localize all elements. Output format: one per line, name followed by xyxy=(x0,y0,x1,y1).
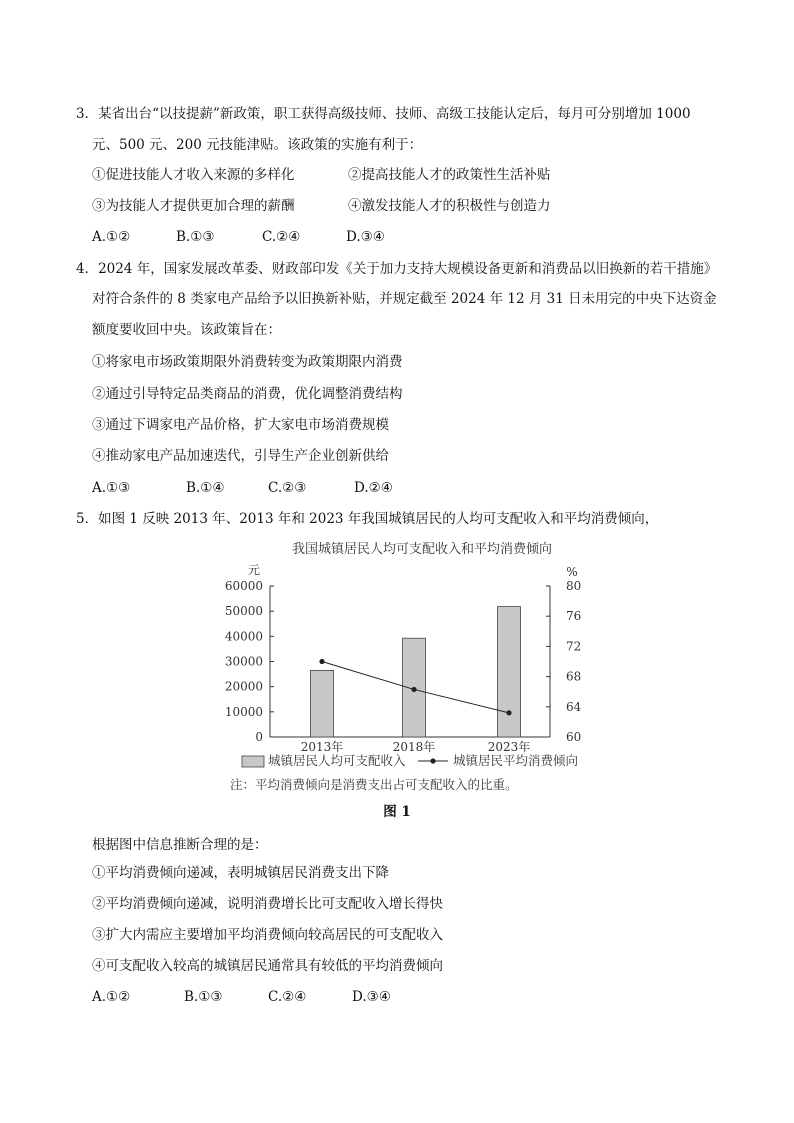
q4-option-d: D.②④ xyxy=(354,480,393,496)
right-tick-label: 76 xyxy=(566,609,582,624)
income-consumption-chart xyxy=(200,536,620,806)
chart-note: 注：平均消费倾向是消费支出占可支配收入的比重。 xyxy=(230,777,518,792)
right-tick-label: 68 xyxy=(566,669,582,684)
q3-statement-1: ①促进技能人才收入来源的多样化 xyxy=(92,167,295,183)
q4-statement-1: ①将家电市场政策期限外消费转变为政策期限内消费 xyxy=(92,354,403,370)
q5-option-b: B.①③ xyxy=(184,989,223,1005)
right-tick-label: 60 xyxy=(566,730,582,744)
q3-stem-line-2: 元、500 元、200 元技能津贴。该政策的实施有利于： xyxy=(92,137,423,153)
legend-line-marker xyxy=(430,758,435,763)
x-tick-label: 2018年 xyxy=(392,740,436,754)
left-tick-label: 10000 xyxy=(224,704,263,719)
q5-stem: 5．如图 1 反映 2013 年、2013 年和 2023 年我国城镇居民的人均可支配收入和平均消费倾向， xyxy=(76,511,659,527)
left-tick-label: 30000 xyxy=(224,654,263,669)
q3-option-d: D.③④ xyxy=(346,229,385,245)
right-axis-unit: % xyxy=(566,565,578,579)
figure-caption: 图 1 xyxy=(383,804,411,820)
q3-option-c: C.②④ xyxy=(262,229,301,245)
q3-statement-3: ③为技能人才提供更加合理的薪酬 xyxy=(92,198,295,214)
q5-prompt: 根据图中信息推断合理的是： xyxy=(92,837,268,853)
x-tick-label: 2023年 xyxy=(487,740,531,754)
left-axis-unit: 元 xyxy=(247,563,261,577)
q4-stem-line-2: 对符合条件的 8 类家电产品给予以旧换新补贴，并规定截至 2024 年 12 月 31 日未用完的中央下达资金 xyxy=(92,291,717,307)
left-tick-label: 50000 xyxy=(224,604,263,619)
q4-option-b: B.①④ xyxy=(186,480,225,496)
right-tick-label: 80 xyxy=(566,579,582,593)
q4-statement-3: ③通过下调家电产品价格，扩大家电市场消费规模 xyxy=(92,417,389,433)
q3-option-b: B.①③ xyxy=(176,229,215,245)
left-tick-label: 40000 xyxy=(224,629,263,644)
q5-statement-1: ①平均消费倾向递减，表明城镇居民消费支出下降 xyxy=(92,865,389,881)
left-tick-label: 20000 xyxy=(224,679,263,694)
q5-option-a: A.①② xyxy=(92,989,131,1005)
left-tick-label: 60000 xyxy=(224,579,263,593)
line-point xyxy=(411,687,416,692)
left-tick-label: 0 xyxy=(255,730,263,744)
q5-option-c: C.②④ xyxy=(268,989,307,1005)
q4-option-c: C.②③ xyxy=(268,480,307,496)
chart-title: 我国城镇居民人均可支配收入和平均消费倾向 xyxy=(291,542,553,557)
q4-statement-4: ④推动家电产品加速迭代，引导生产企业创新供给 xyxy=(92,448,389,464)
q4-stem-line-1: 4．2024 年，国家发展改革委、财政部印发《关于加力支持大规模设备更新和消费品以旧换新的若干措施》 xyxy=(76,261,718,277)
line-point xyxy=(319,659,324,664)
q3-option-a: A.①② xyxy=(92,229,131,245)
q3-statement-2: ②提高技能人才的政策性生活补贴 xyxy=(348,167,551,183)
bar-income xyxy=(311,670,334,737)
legend-line-label: 城镇居民平均消费倾向 xyxy=(453,753,579,768)
x-tick-label: 2013年 xyxy=(300,740,344,754)
q5-statement-2: ②平均消费倾向递减，说明消费增长比可支配收入增长得快 xyxy=(92,896,443,912)
right-tick-label: 72 xyxy=(566,639,582,654)
q5-statement-4: ④可支配收入较高的城镇居民通常具有较低的平均消费倾向 xyxy=(92,958,443,974)
line-point xyxy=(506,710,511,715)
q5-statement-3: ③扩大内需应主要增加平均消费倾向较高居民的可支配收入 xyxy=(92,927,443,943)
q3-stem-line-1: 3．某省出台“以技提薪”新政策，职工获得高级技师、技师、高级工技能认定后，每月可分别增加 1000 xyxy=(76,106,691,122)
q4-option-a: A.①③ xyxy=(92,480,131,496)
legend-bar-swatch xyxy=(242,756,264,767)
right-tick-label: 64 xyxy=(566,699,582,714)
bar-income xyxy=(498,607,521,737)
legend-bar-label: 城镇居民人均可支配收入 xyxy=(268,753,406,768)
q4-statement-2: ②通过引导特定品类商品的消费，优化调整消费结构 xyxy=(92,386,403,402)
q5-option-d: D.③④ xyxy=(352,989,391,1005)
q4-stem-line-3: 额度要收回中央。该政策旨在： xyxy=(92,322,281,338)
q3-statement-4: ④激发技能人才的积极性与创造力 xyxy=(348,198,551,214)
